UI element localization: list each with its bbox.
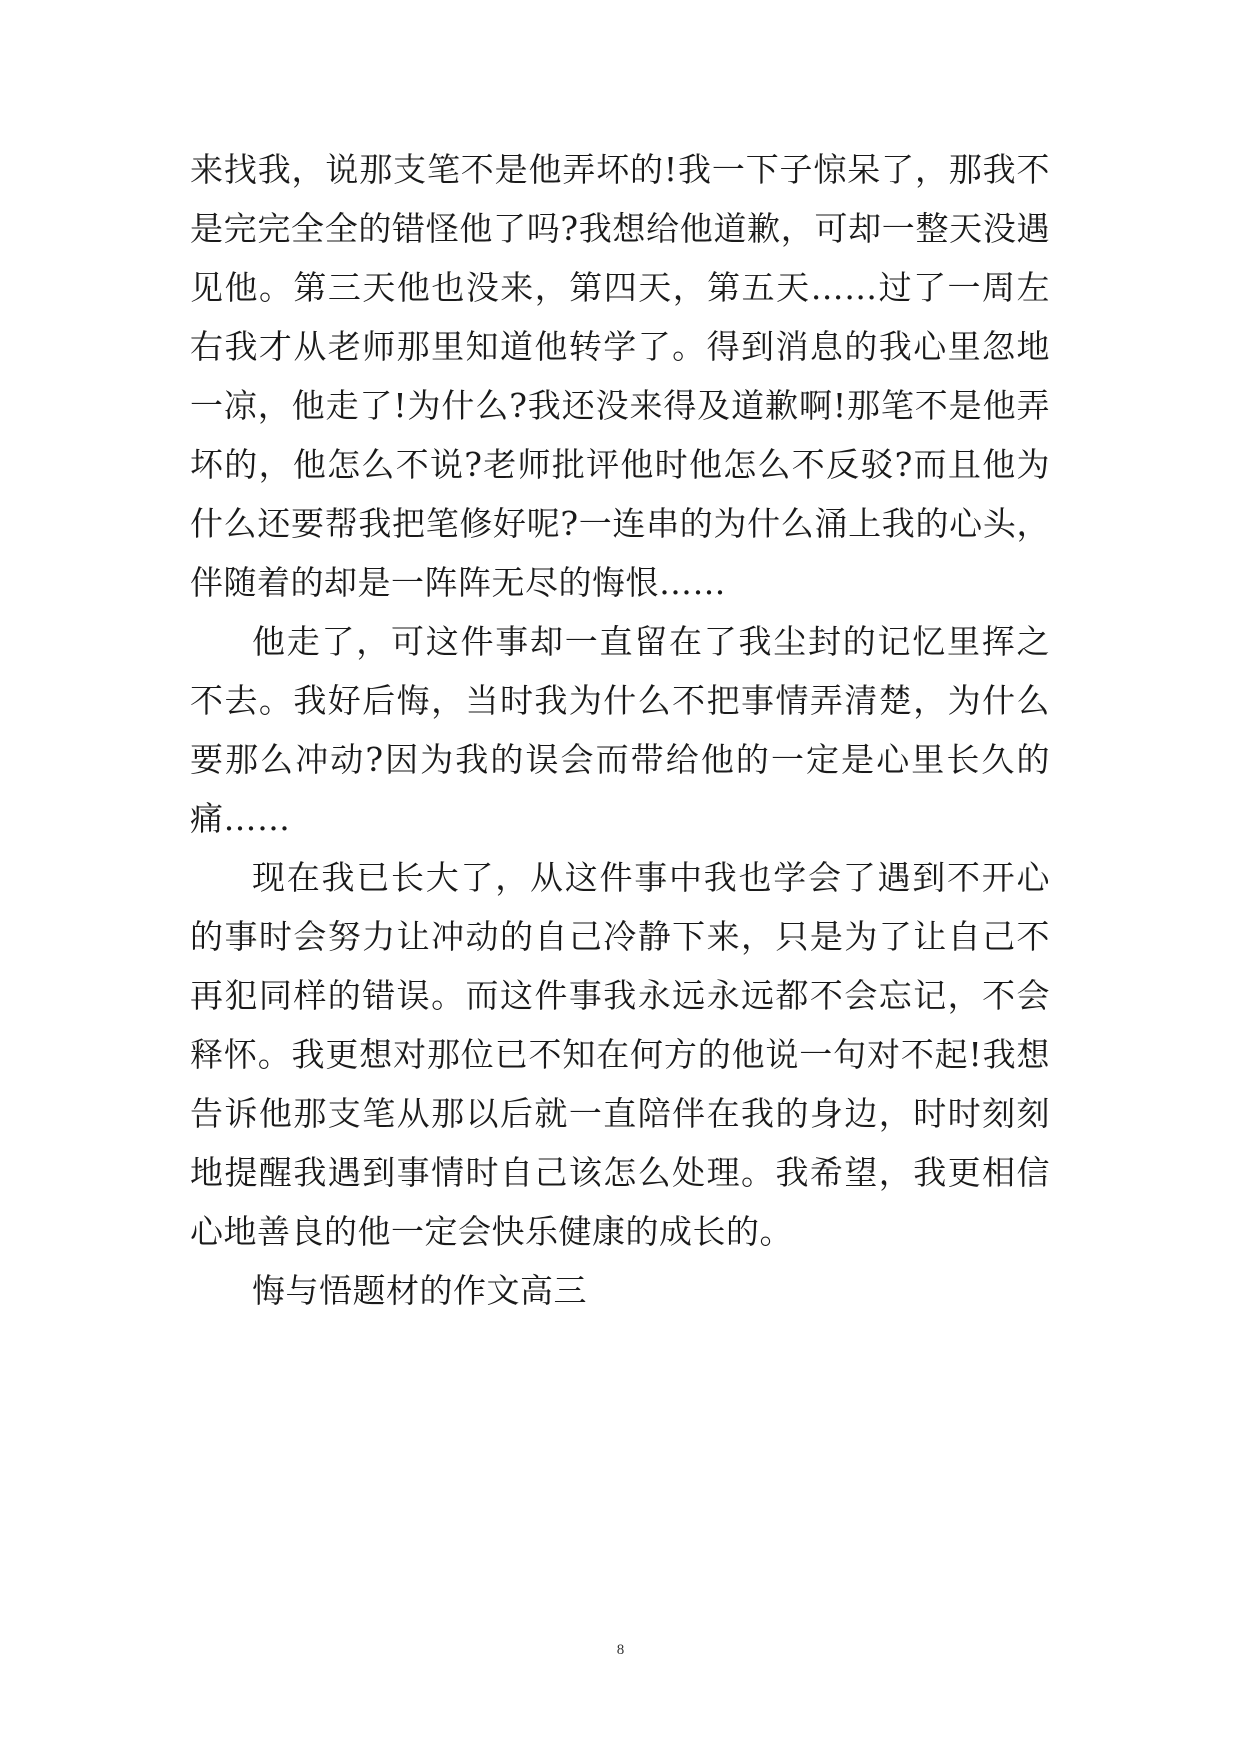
paragraph-regret: 他走了，可这件事却一直留在了我尘封的记忆里挥之不去。我好后悔，当时我为什么不把事情弄清楚，为什么要那么冲动?因为我的误会而带给他的一定是心里长久的痛…… bbox=[190, 622, 1050, 838]
page-number: 8 bbox=[616, 1642, 625, 1658]
paragraph-continuation: 来找我，说那支笔不是他弄坏的!我一下子惊呆了，那我不是完完全全的错怪他了吗?我想给他道歉，可却一整天没遇见他。第三天他也没来，第四天，第五天……过了一周左右我才从老师那里知道他转学了。得到消息的我心里忽地一凉，他走了!为什么?我还没来得及道歉啊!那笔不是他弄坏的，他怎么不说?老师批评他时他怎么不反驳?而且他为什么还要帮我把笔修好呢?一连串的为什么涌上我的心头，伴随着的却是一阵阵无尽的悔恨…… bbox=[190, 150, 1050, 602]
paragraph-reflection: 现在我已长大了，从这件事中我也学会了遇到不开心的事时会努力让冲动的自己冷静下来，只是为了让自己不再犯同样的错误。而这件事我永远永远都不会忘记，不会释怀。我更想对那位已不知在何方的他说一句对不起!我想告诉他那支笔从那以后就一直陪伴在我的身边，时时刻刻地提醒我遇到事情时自己该怎么处理。我希望，我更相信心地善良的他一定会快乐健康的成长的。 bbox=[190, 858, 1050, 1251]
next-essay-title: 悔与悟题材的作文高三 bbox=[252, 1271, 587, 1310]
document-body bbox=[190, 140, 1050, 1320]
